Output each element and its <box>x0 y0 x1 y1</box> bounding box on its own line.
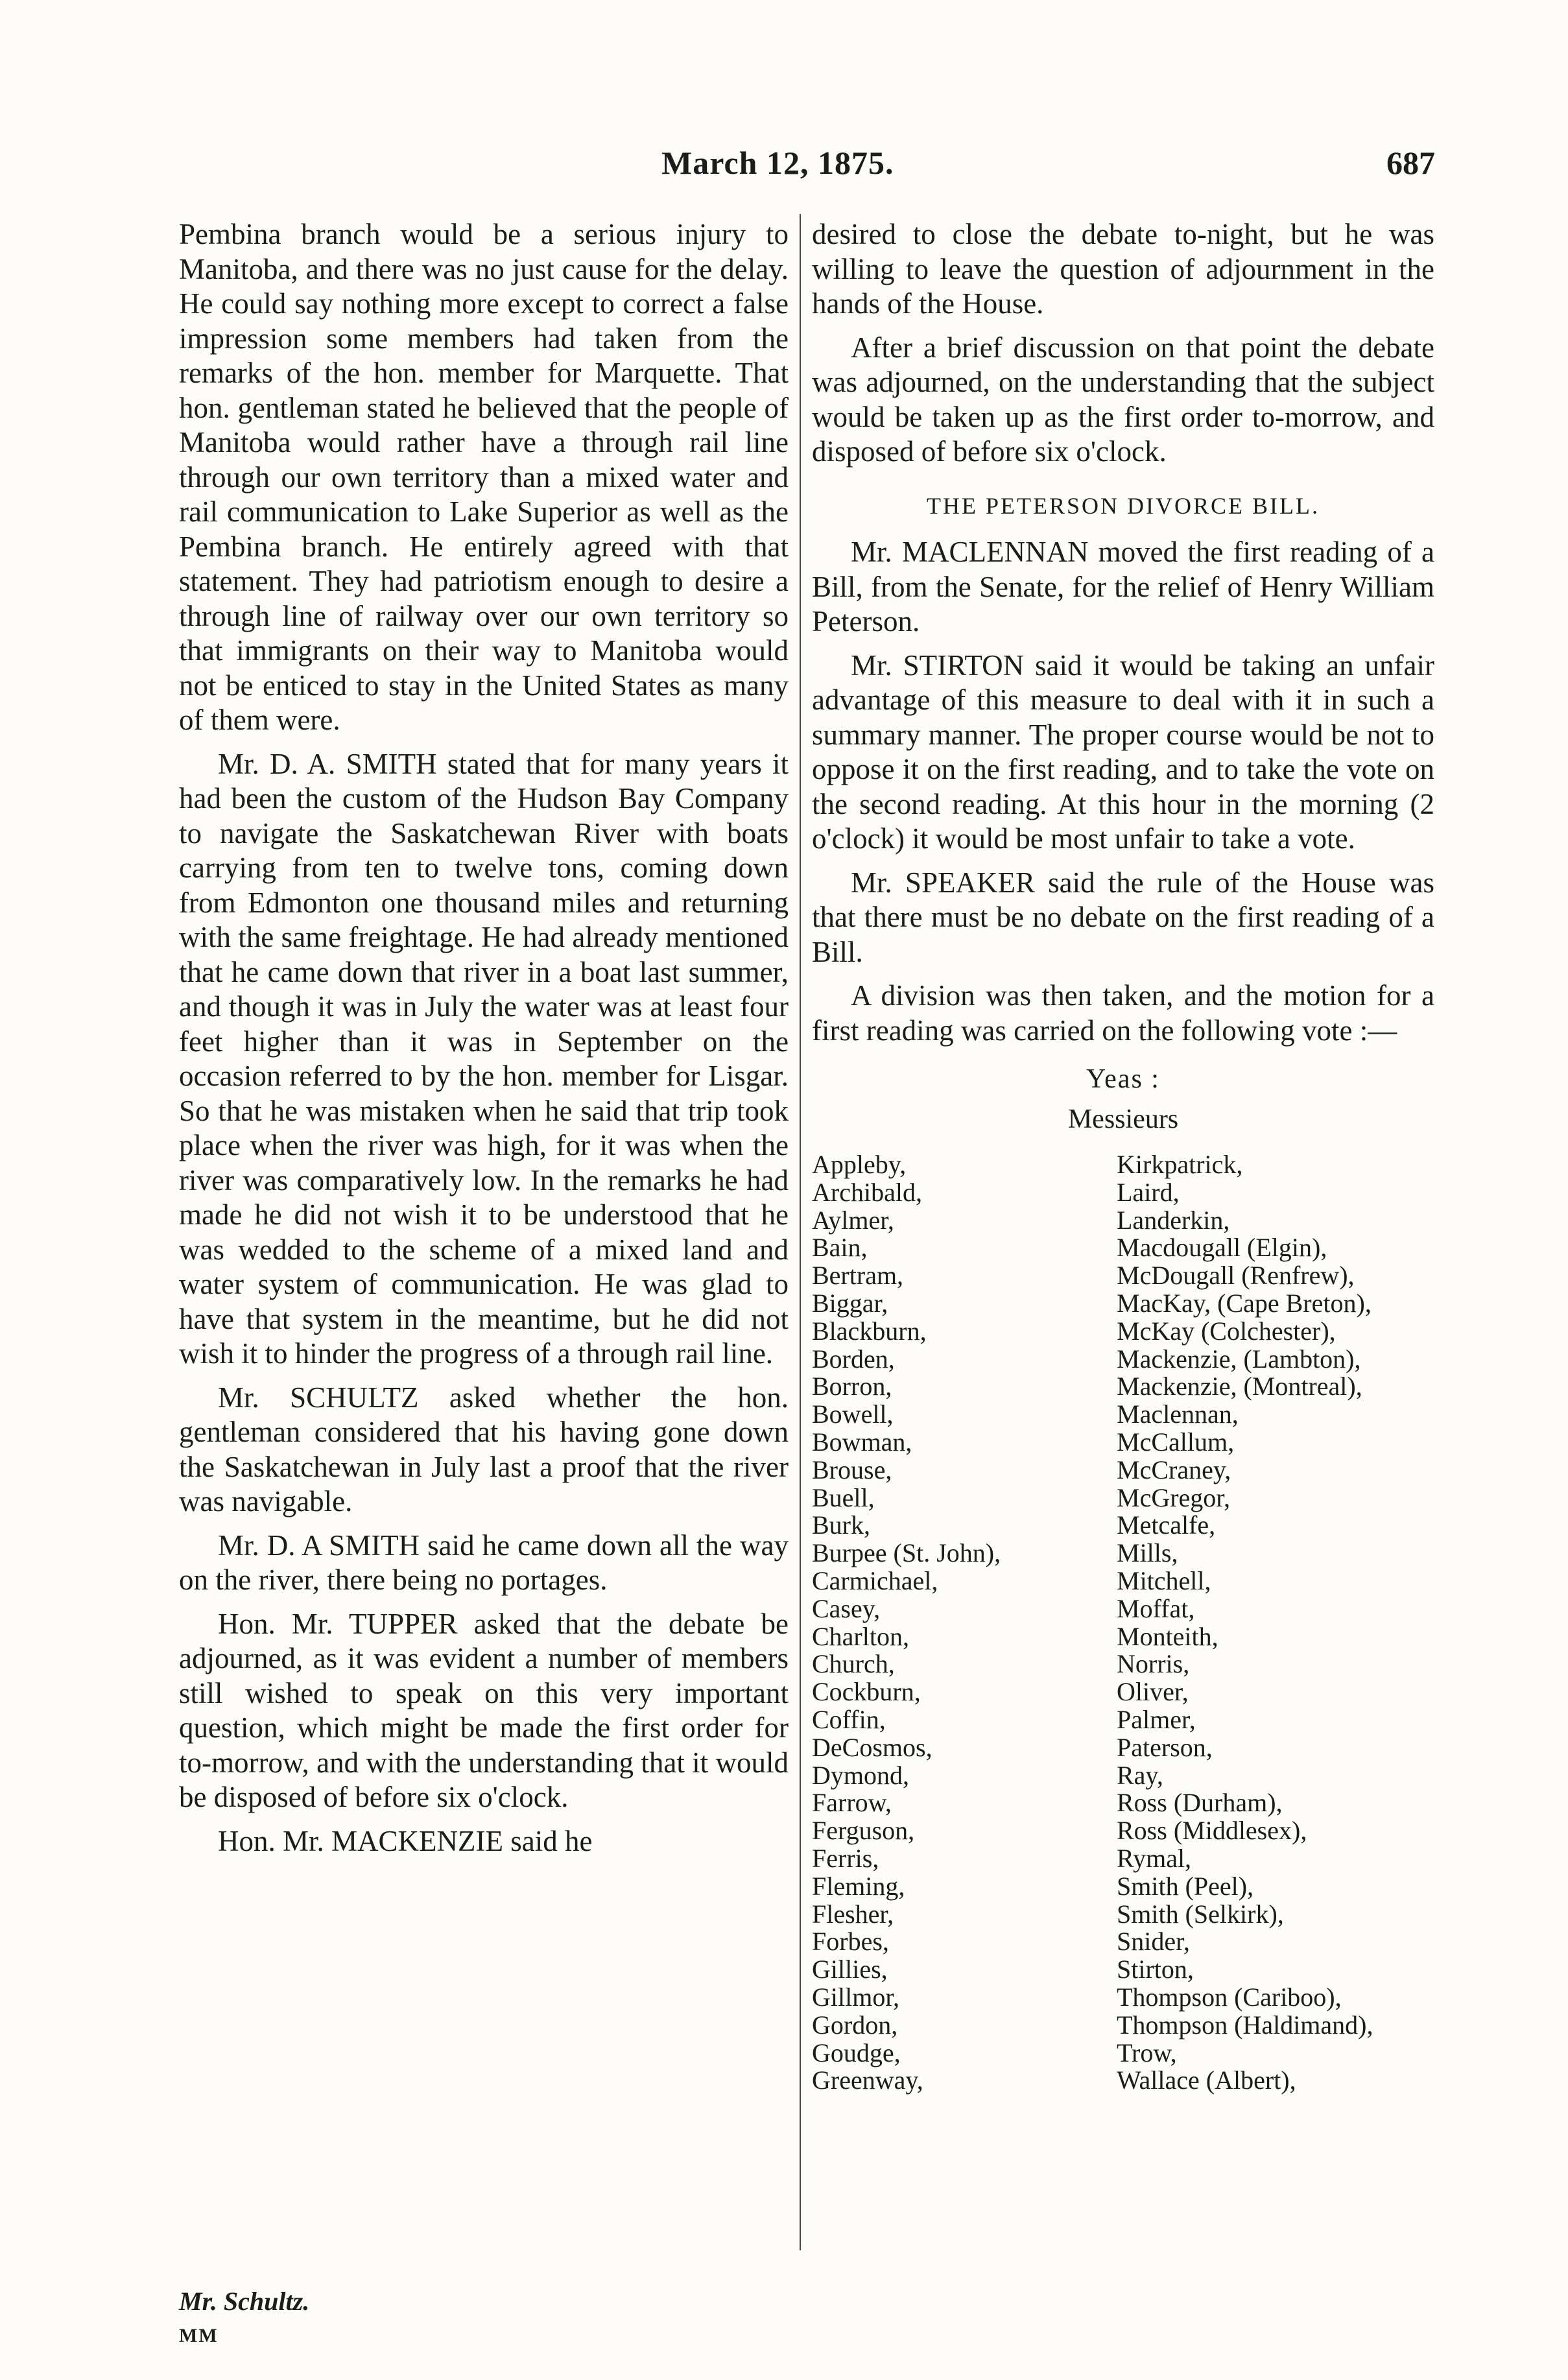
vote-name: Ross (Durham), <box>1117 1788 1283 1818</box>
footer-signature: MM <box>179 2325 219 2346</box>
vote-name: Archibald, <box>812 1177 922 1207</box>
vote-name: Borron, <box>812 1372 892 1401</box>
vote-name: Goudge, <box>812 2038 901 2067</box>
vote-name: Flesher, <box>812 1899 894 1929</box>
vote-name: Dymond, <box>812 1760 909 1790</box>
vote-name: McGregor, <box>1117 1482 1230 1512</box>
vote-name: Burpee (St. John), <box>812 1538 1001 1568</box>
paragraph: desired to close the debate to-night, but he was willing to leave the question of adjournment in the hands of the House. <box>812 218 1434 320</box>
vote-name: Mills, <box>1117 1538 1178 1568</box>
vote-name: Moffat, <box>1117 1593 1195 1623</box>
vote-name: Fleming, <box>812 1871 905 1901</box>
paragraph: Mr. D. A. SMITH stated that for many years it had been the custom of the Hudson Bay Company to navigate the Saskatchewan River with boats carrying from ten to twelve tons, coming down from Edmonton one thousand miles and returning with the same freightage. He had already mentioned that he came down that river in a boat last summer, and though it was in July the water was at least four feet higher than it was in September on the occasion referred to by the hon. member for Lisgar. So that he was mistaken when he said that trip took place when the river was high, for it was when the river was comparatively low. In the remarks he had made he did not wish it to be understood that he was wedded to the scheme of a mixed land and water system of communication. He was glad to have that system in the meantime, but he did not wish it to hinder the progress of a through rail line. <box>179 747 789 1370</box>
vote-name: Rymal, <box>1117 1843 1192 1873</box>
vote-name: Trow, <box>1117 2038 1177 2067</box>
paragraph: Hon. Mr. MACKENZIE said he <box>218 1824 593 1857</box>
vote-name: Thompson (Haldimand), <box>1117 2010 1373 2040</box>
vote-name: Buell, <box>812 1482 875 1512</box>
vote-name: Cockburn, <box>812 1677 921 1707</box>
vote-name: Biggar, <box>812 1288 888 1318</box>
page-number: 687 <box>1386 145 1435 181</box>
section-heading: THE PETERSON DIVORCE BILL. <box>927 492 1320 519</box>
names-column-2 <box>1117 1151 1434 2095</box>
vote-name: Macdougall (Elgin), <box>1117 1233 1327 1263</box>
vote-name: Farrow, <box>812 1788 892 1818</box>
vote-name: MacKay, (Cape Breton), <box>1117 1288 1372 1318</box>
vote-name: Bowell, <box>812 1399 894 1429</box>
vote-name: Carmichael, <box>812 1565 938 1595</box>
vote-name: Appleby, <box>812 1150 907 1179</box>
vote-name: Forbes, <box>812 1927 889 1957</box>
vote-name: Borden, <box>812 1344 895 1374</box>
vote-name: Paterson, <box>1117 1732 1213 1762</box>
vote-name: Laird, <box>1117 1177 1180 1207</box>
yeas-heading: Yeas : <box>1086 1064 1160 1094</box>
vote-name: Mitchell, <box>1117 1565 1211 1595</box>
paragraph: Mr. STIRTON said it would be taking an unfair advantage of this measure to deal with it in such a summary manner. The proper course would be not to oppose it on the first reading, and to take the vote on the second reading. At this hour in the morning (2 o'clock) it would be most unfair to take a vote. <box>812 649 1434 855</box>
vote-name: Charlton, <box>812 1621 909 1651</box>
vote-name: Stirton, <box>1117 1955 1194 1984</box>
vote-name: Mackenzie, (Lambton), <box>1117 1344 1361 1374</box>
messieurs-label: Messieurs <box>1067 1104 1179 1134</box>
vote-name: Metcalfe, <box>1117 1510 1216 1540</box>
vote-name: Wallace (Albert), <box>1117 2065 1296 2095</box>
paragraph: Mr. SCHULTZ asked whether the hon. gentleman considered that his having gone down the Saskatchewan in July last a proof that the river was navigable. <box>179 1381 789 1517</box>
vote-name: Landerkin, <box>1117 1205 1230 1235</box>
vote-name: Aylmer, <box>812 1205 894 1235</box>
vote-name: Kirkpatrick, <box>1117 1150 1243 1179</box>
vote-name: McDougall (Renfrew), <box>1117 1261 1355 1291</box>
vote-name: Smith (Selkirk), <box>1117 1899 1284 1929</box>
paragraph: A division was then taken, and the motion for a first reading was carried on the following vote :— <box>812 979 1434 1047</box>
paragraph: Hon. Mr. TUPPER asked that the debate be adjourned, as it was evident a number of members still wished to speak on this very important question, which might be made the first order for to-morrow, and with the understanding that it would be disposed of before six o'clock. <box>179 1607 789 1813</box>
vote-name: Church, <box>812 1649 895 1679</box>
vote-name: Gillmor, <box>812 1982 900 2012</box>
vote-name: Ross (Middlesex), <box>1117 1816 1307 1846</box>
vote-name: Smith (Peel), <box>1117 1871 1254 1901</box>
column-divider <box>800 214 801 2250</box>
vote-name: Burk, <box>812 1510 870 1540</box>
vote-name: Ferguson, <box>812 1816 915 1846</box>
vote-name: Ray, <box>1117 1760 1163 1790</box>
vote-names-list <box>812 1151 1434 2095</box>
vote-name: McCallum, <box>1117 1427 1235 1457</box>
vote-name: Bertram, <box>812 1261 904 1291</box>
page-date: March 12, 1875. <box>661 145 894 181</box>
paragraph: After a brief discussion on that point the debate was adjourned, on the understanding that the subject would be taken up as the first order to-morrow, and disposed of before six o'clock. <box>812 331 1434 468</box>
paragraph: Mr. D. A SMITH said he came down all the way on the river, there being no portages. <box>179 1529 789 1596</box>
vote-name: Casey, <box>812 1593 881 1623</box>
vote-name: Maclennan, <box>1117 1399 1239 1429</box>
vote-name: Bowman, <box>812 1427 912 1457</box>
vote-name: Coffin, <box>812 1704 886 1734</box>
paragraph: Mr. SPEAKER said the rule of the House was that there must be no debate on the first reading of a Bill. <box>812 866 1434 968</box>
left-column <box>179 217 789 1868</box>
vote-name: DeCosmos, <box>812 1732 932 1762</box>
vote-name: Monteith, <box>1117 1621 1218 1651</box>
vote-name: Bain, <box>812 1233 868 1263</box>
vote-name: Mackenzie, (Montreal), <box>1117 1372 1362 1401</box>
vote-name: McCraney, <box>1117 1455 1231 1484</box>
vote-name: Gillies, <box>812 1955 888 1984</box>
vote-name: Gordon, <box>812 2010 898 2040</box>
vote-name: Oliver, <box>1117 1677 1189 1707</box>
vote-name: Blackburn, <box>812 1316 927 1346</box>
vote-name: Norris, <box>1117 1649 1190 1679</box>
vote-name: Palmer, <box>1117 1704 1196 1734</box>
names-column-1 <box>812 1151 1117 2095</box>
paragraph: Pembina branch would be a serious injury to Manitoba, and there was no just cause for the delay. He could say nothing more except to correct a false impression some members had taken from the remarks of the hon. member for Marquette. That hon. gentleman stated he believed that the people of Manitoba would rather have a through rail line through our own territory than a mixed water and rail communication to Lake Superior as well as the Pembina branch. He entirely agreed with that statement. They had patriotism enough to desire a through line of railway over our own territory so that immigrants on their way to Manitoba would not be enticed to stay in the United States as many of them were. <box>179 218 789 736</box>
vote-name: McKay (Colchester), <box>1117 1316 1336 1346</box>
paragraph: Mr. MACLENNAN moved the first reading of a Bill, from the Senate, for the relief of Henry William Peterson. <box>812 536 1434 637</box>
vote-name: Snider, <box>1117 1927 1190 1957</box>
right-column <box>812 217 1434 2095</box>
vote-name: Brouse, <box>812 1455 892 1484</box>
vote-name: Thompson (Cariboo), <box>1117 1982 1342 2012</box>
vote-name: Ferris, <box>812 1843 879 1873</box>
page-header <box>0 144 1568 189</box>
vote-name: Greenway, <box>812 2065 923 2095</box>
footer-speaker: Mr. Schultz. <box>179 2287 310 2316</box>
